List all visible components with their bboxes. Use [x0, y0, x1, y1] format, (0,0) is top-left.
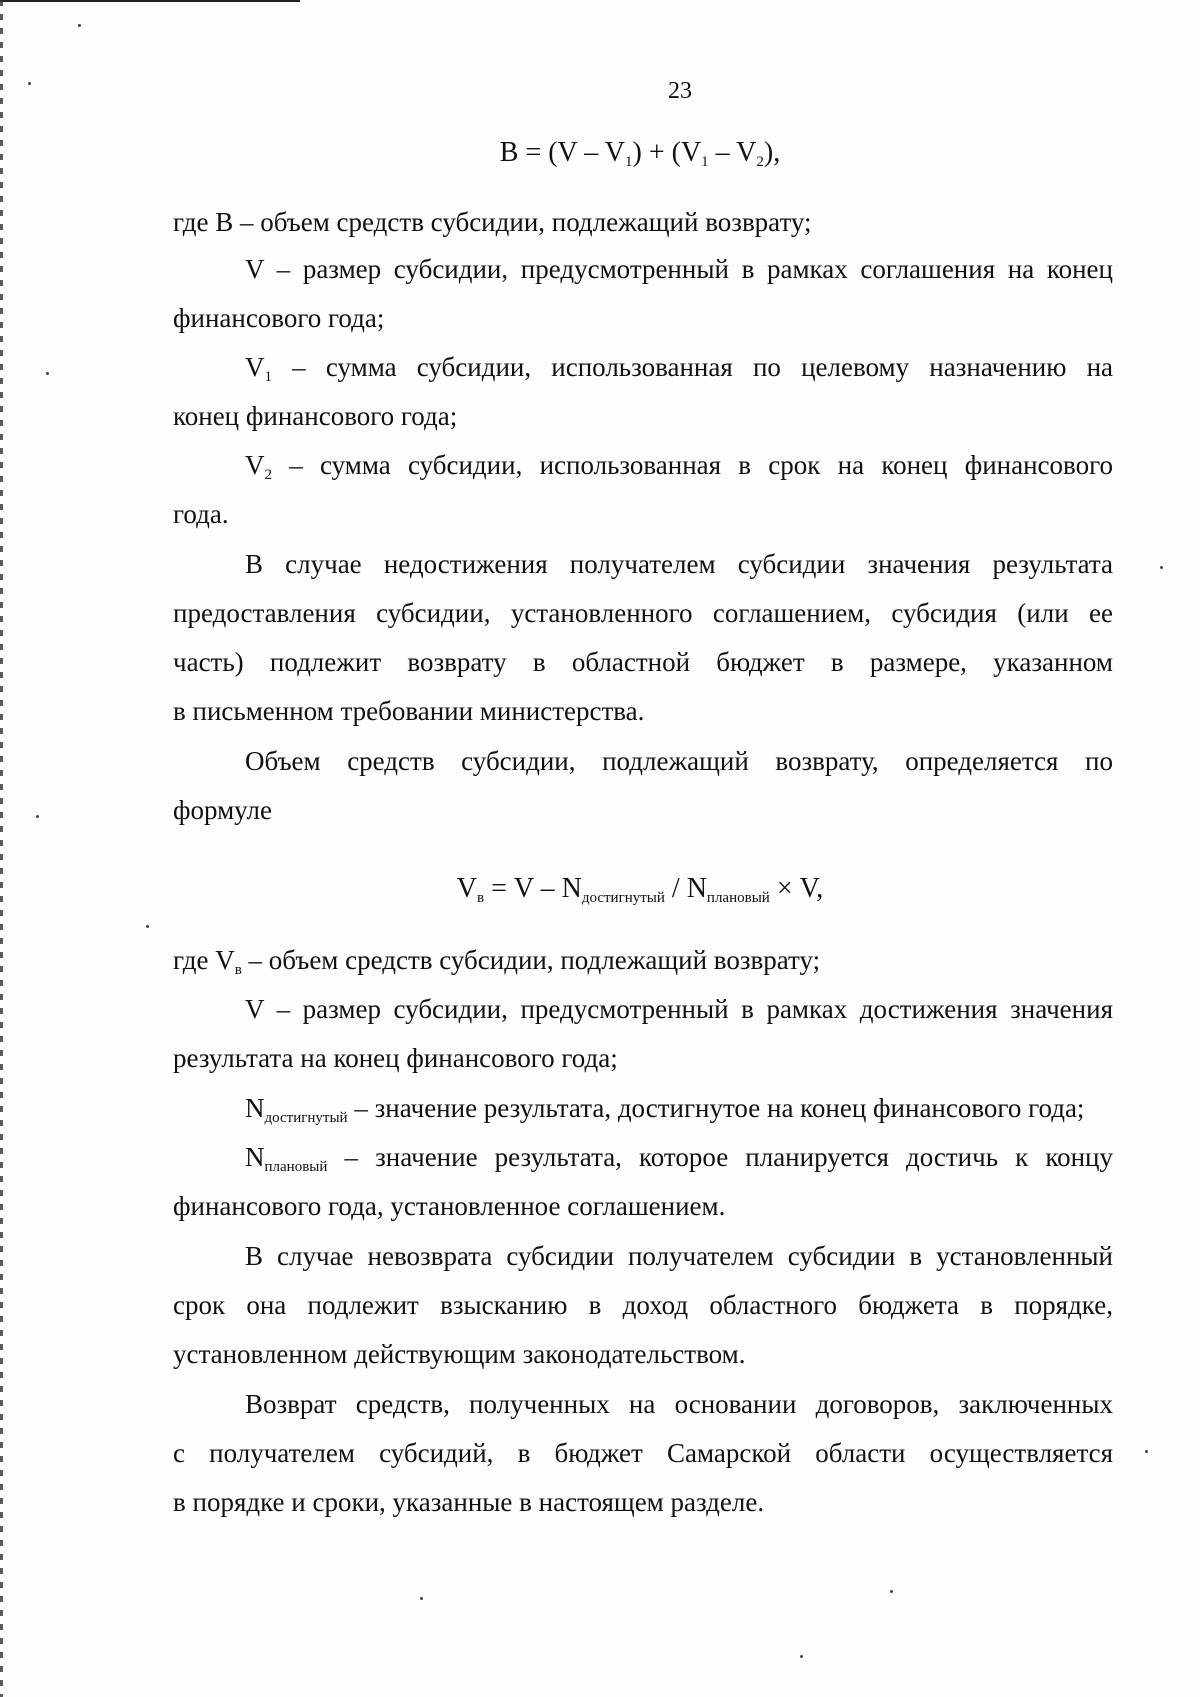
paragraph-non-return-line-1: В случае невозврата субсидии получателем субсидии в установленный: [245, 1241, 1113, 1271]
scan-speck: [420, 1597, 423, 1600]
definition-v1-line-1: $V_1$ – сумма субсидии, использованная по целевому назначению на: [245, 352, 1113, 385]
definition-b: где B – объем средств субсидии, подлежащий возврату;: [173, 207, 812, 237]
paragraph-contracts-line-1: Возврат средств, полученных на основании договоров, заключенных: [245, 1389, 1113, 1419]
scan-speck: [890, 1590, 893, 1593]
paragraph-non-return-line-2: срок она подлежит взысканию в доход областного бюджета в порядке,: [173, 1290, 1113, 1320]
paragraph-contracts-line-2: с получателем субсидий, в бюджет Самарской области осуществляется: [173, 1438, 1113, 1468]
definition-v-result-line-1: V – размер субсидии, предусмотренный в рамках достижения значения: [245, 994, 1113, 1024]
scan-speck: [46, 372, 49, 375]
definition-v-line-2: финансового года;: [173, 303, 385, 333]
paragraph-non-achievement-line-1: В случае недостижения получателем субсидии значения результата: [245, 549, 1113, 579]
paragraph-contracts-line-3: в порядке и сроки, указанные в настоящем разделе.: [173, 1487, 765, 1517]
definition-v2-line-1: $V_2$ – сумма субсидии, использованная в срок на конец финансового: [245, 450, 1113, 483]
definition-v1-line-2: конец финансового года;: [173, 401, 458, 431]
paragraph-non-achievement-line-2: предоставления субсидии, установленного соглашением, субсидия (или ее: [173, 598, 1113, 628]
definition-n-planned-line-2: финансового года, установленное соглашением.: [173, 1191, 726, 1221]
scan-speck: [36, 815, 39, 818]
scan-edge-top: [0, 0, 300, 2]
scan-speck: [1160, 566, 1163, 569]
scan-speck: [146, 925, 149, 928]
paragraph-volume-line-2: формуле: [173, 795, 272, 825]
formula-return-amount: $B = (V - V_1) + (V_1 - V_2)$,: [499, 137, 781, 170]
page-number: 23: [668, 78, 692, 104]
definition-vv: где $V_в$ – объем средств субсидии, подлежащий возврату;: [173, 945, 821, 978]
scan-speck: [28, 82, 31, 85]
definition-v-line-1: V – размер субсидии, предусмотренный в рамках соглашения на конец: [245, 254, 1113, 284]
definition-v-result-line-2: результата на конец финансового года;: [173, 1043, 618, 1073]
paragraph-non-return-line-3: установленном действующим законодательством.: [173, 1339, 746, 1369]
scan-speck: [800, 1655, 803, 1658]
scan-speck: [1145, 1450, 1148, 1453]
paragraph-non-achievement-line-3: часть) подлежит возврату в областной бюджет в размере, указанном: [173, 647, 1113, 677]
definition-n-achieved: $N_{достигнутый}$ – значение результата, достигнутое на конец финансового года;: [245, 1093, 1085, 1126]
formula-return-volume: $V_в = V - N_{достигнутый} / N_{плановый} \times V$,: [456, 873, 824, 906]
scan-edge-left: [0, 0, 3, 1697]
definition-v2-line-2: года.: [173, 499, 229, 529]
paragraph-volume-line-1: Объем средств субсидии, подлежащий возврату, определяется по: [245, 746, 1113, 776]
definition-n-planned-line-1: $N_{плановый}$ – значение результата, которое планируется достичь к концу: [245, 1142, 1113, 1175]
paragraph-non-achievement-line-4: в письменном требовании министерства.: [173, 696, 645, 726]
scan-speck: [78, 24, 81, 27]
